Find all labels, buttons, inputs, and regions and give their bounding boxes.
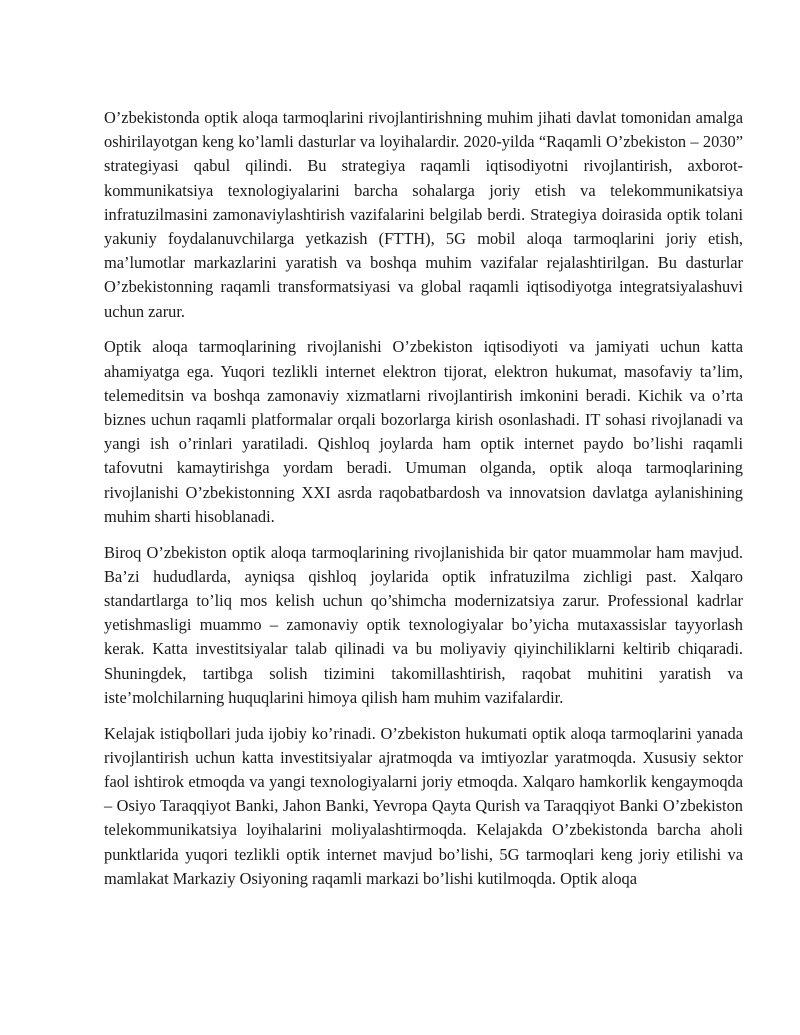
- paragraph-challenges: Biroq O’zbekiston optik aloqa tarmoqlarining rivojlanishida bir qator muammolar ham mavjud. Ba’zi hududlarda, ayniqsa qishloq joylarida optik infratuzilma zichligi past. Xalqaro standartlarga to’liq mos kelish uchun qo’shimcha modernizatsiya zarur. Professional kadrlar yetishmasligi muammo – zamonaviy optik texnologiyalar bo’yicha mutaxassislar tayyorlash kerak. Katta investitsiyalar talab qilinadi va bu moliyaviy qiyinchiliklarni keltirib chiqaradi. Shuningdek, tartibga solish tizimini takomillashtirish, raqobat muhitini yaratish va iste’molchilarning huquqlarini himoya qilish ham muhim vazifalardir.: [104, 542, 743, 707]
- paragraph-economic-importance: Optik aloqa tarmoqlarining rivojlanishi O’zbekiston iqtisodiyoti va jamiyati uchun katta ahamiyatga ega. Yuqori tezlikli internet elektron tijorat, elektron hukumat, masofaviy ta’lim, telemeditsin va boshqa zamonaviy xizmatlarni rivojlantirish imkonini beradi. Kichik va o’rta biznes uchun raqamli platformalar orqali bozorlarga kirish osonlashadi. IT sohasi rivojlanadi va yangi ish o’rinlari yaratiladi. Qishloq joylarda ham optik internet paydo bo’lishi raqamli tafovutni kamaytirishga yordam beradi. Umuman olganda, optik aloqa tarmoqlarining rivojlanishi O’zbekistonning XXI asrda raqobatbardosh va innovatsion davlatga aylanishining muhim sharti hisoblanadi.: [104, 337, 743, 526]
- paragraph-state-programs: O’zbekistonda optik aloqa tarmoqlarini rivojlantirishning muhim jihati davlat tomonidan amalga oshirilayotgan keng ko’lamli dasturlar va loyihalardir. 2020-yilda “Raqamli O’zbekiston – 2030” strategiyasi qabul qilindi. Bu strategiya raqamli iqtisodiyotni rivojlantirish, axborot-kommunikatsiya texnologiyalarini barcha sohalarga joriy etish va telekommunikatsiya infratuzilmasini zamonaviylashtirish vazifalarini belgilab berdi. Strategiya doirasida optik tolani yakuniy foydalanuvchilarga yetkazish (FTTH), 5G mobil aloqa tarmoqlarini joriy etish, ma’lumotlar markazlarini yaratish va boshqa muhim vazifalar rejalashtirilgan. Bu dasturlar O’zbekistonning raqamli transformatsiyasi va global raqamli iqtisodiyotga integratsiyalashuvi uchun zarur.: [104, 108, 743, 321]
- paragraph-future-prospects: Kelajak istiqbollari juda ijobiy ko’rinadi. O’zbekiston hukumati optik aloqa tarmoqlarini yanada rivojlantirish uchun katta investitsiyalar ajratmoqda va imtiyozlar yaratmoqda. Xususiy sektor faol ishtirok etmoqda va yangi texnologiyalarni joriy etmoqda. Xalqaro hamkorlik kengaymoqda – Osiyo Taraqqiyot Banki, Jahon Banki, Yevropa Qayta Qurish va Taraqqiyot Banki O’zbekiston telekommunikatsiya loyihalarini moliyalashtirmoqda. Kelajakda O’zbekistonda barcha aholi punktlarida yuqori tezlikli optik internet mavjud bo’lishi, 5G tarmoqlari keng joriy etilishi va mamlakat Markaziy Osiyoning raqamli markazi bo’lishi kutilmoqda. Optik aloqa: [104, 723, 743, 888]
- document-body: [104, 106, 743, 903]
